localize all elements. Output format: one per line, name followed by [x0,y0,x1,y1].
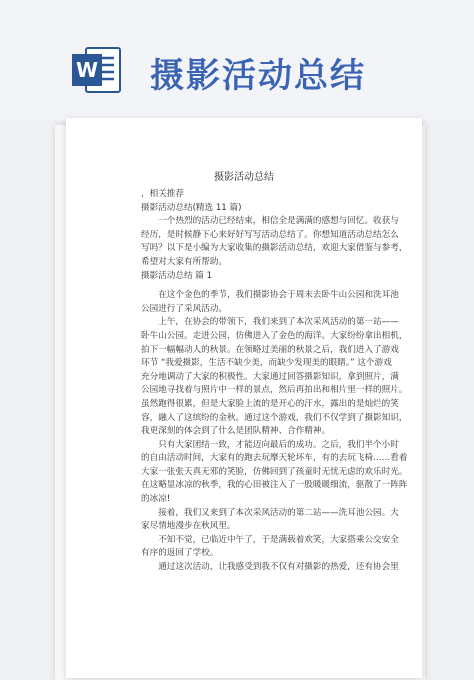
document-line: 通过这次活动，让我感受到我不仅有对摄影的热爱，还有协会里 [158,562,399,573]
document-line: 不知不觉，已临近中午了，于是满载着欢笑，大家搭乘公交安全 [158,534,399,545]
document-title: 摄影活动总结 [214,172,274,183]
document-line: 公园进行了采风活动。 [141,303,227,314]
document-line: 容，融入了这缤纷的金秋。通过这个游戏，我们不仅学到了摄影知识， [141,412,408,423]
document-line: 接着，我们又来到了本次采风活动的第二站——洗耳池公园。大 [158,507,399,518]
document-line: 只有大家团结一致，才能迈向最后的成功。之后，我们半个小时 [158,439,399,450]
document-line: 有序的返回了学校。 [141,548,219,559]
document-line: 经历，是时候静下心来好好写写活动总结了。你想知道活动总结怎么 [141,229,399,240]
document-line: 公园地寻找着与照片中一样的景点，然后再拍出和相片里一样的照片。 [141,385,408,396]
document-line: 虽然跑得很累，但是大家脸上流的是开心的汗水，露出的是灿烂的笑 [141,398,399,409]
document-line: 在这个金色的季节，我们摄影协会于周末去卧牛山公园和洗耳池 [158,290,399,301]
document-line: 我更深刻的体会到了什么是团队精神、合作精神。 [141,426,331,437]
word-document-icon [68,42,124,98]
document-line: 家尽情地漫步在秋风里。 [141,521,236,532]
document-line: 拍下一幅幅动人的秋景。在领略过美丽的秋景之后，我们进入了游戏 [141,344,399,355]
document-line: ，相关推荐 [141,189,184,199]
document-line: 在这略显冰凉的秋季，我的心田被注入了一股暖暖细流，驱散了一阵阵 [141,480,408,491]
document-line: 环节 “我爱摄影，生活不缺少美，而缺少发现美的眼睛。” 这个游戏 [141,358,392,369]
document-line: 的冰凉! [141,494,171,505]
document-line: 上午，在协会的带领下，我们来到了本次采风活动的第一站—— [158,317,399,328]
document-page[interactable] [66,118,422,678]
document-line: 充分地调动了大家的积极性。大家通过回答摄影知识，拿到照片，满 [141,371,399,382]
document-line: 希望对大家有所帮助。 [141,256,227,267]
document-line: 大家一张张天真无邪的笑脸，仿佛回到了孩童时无忧无虑的欢乐时光。 [141,466,408,477]
document-body [141,188,431,668]
header-banner [0,0,474,120]
document-line: 写吗？以下是小编为大家收集的摄影活动总结，欢迎大家借鉴与参考， [141,243,408,254]
document-line: 的自由活动时间，大家有的跑去玩摩天轮坏车，有的去玩飞椅……看着 [141,453,408,464]
document-line: 摄影活动总结(精选 11 篇) [141,202,242,213]
document-line: 一个热烈的活动已经结束，相信全是满满的感想与回忆。收获与 [158,216,399,227]
banner-title: 摄影活动总结 [150,56,366,96]
document-line: 摄影活动总结 篇 1 [141,270,213,281]
word-icon-letter: W [75,58,99,82]
document-line: 卧牛山公园。走进公园，仿佛进入了金色的海洋。大家纷纷拿出相机， [141,330,408,341]
